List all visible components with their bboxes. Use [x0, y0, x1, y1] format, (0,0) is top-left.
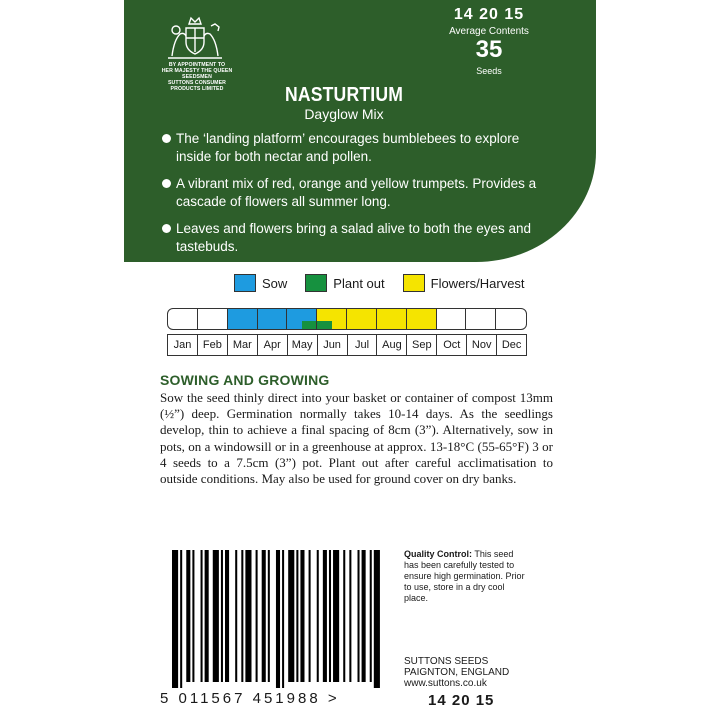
barcode-bar: [362, 550, 366, 682]
barcode-bar: [213, 550, 219, 682]
calendar-divider: [227, 309, 228, 330]
product-code: 14 20 15: [453, 6, 525, 23]
barcode-bar: [192, 550, 194, 682]
month-label: Sep: [407, 335, 437, 355]
average-contents-label: Average Contents: [449, 26, 529, 37]
legend-item-sow: Sow: [234, 274, 287, 292]
feature-list: [162, 130, 542, 265]
month-label: Jan: [168, 335, 198, 355]
month-label: Jul: [348, 335, 378, 355]
barcode-bar: [180, 550, 182, 688]
barcode-bar: [241, 550, 243, 682]
royal-warrant-text: BY APPOINTMENT TO HER MAJESTY THE QUEEN SEEDSMEN SUTTONS CONSUMER PRODUCTS LIMITED: [161, 62, 233, 92]
flowers-harvest-swatch: [403, 274, 425, 292]
calendar-divider: [346, 309, 347, 330]
month-label: Feb: [198, 335, 228, 355]
sowing-text: Sow the seed thinly direct into your basket or container of compost 13mm (½”) deep. Germination normally takes 10-14 days. As the seedlings develop, thin to achieve a final spacing of 8cm (3”). Alternatively, sow in pots, on a windowsill or in a greenhouse at approx. 13-18°C (55-65°F) 3 or 4 seeds to a 7.5cm (3”) pot. Plant out after careful acclimatisation to outside conditions. May also be used for ground cover on dry banks.: [160, 390, 553, 487]
barcode-bar: [276, 550, 280, 688]
barcode-bar: [235, 550, 237, 682]
barcode-digits: 5 011567 451988 >: [160, 690, 340, 707]
bullet-icon: [162, 224, 171, 233]
plant-out-band: [302, 321, 332, 330]
calendar-divider: [316, 309, 317, 330]
barcode-bar: [343, 550, 345, 682]
barcode-bar: [329, 550, 331, 682]
barcode-bar: [201, 550, 203, 682]
barcode-bar: [323, 550, 327, 682]
product-code-bottom: 14 20 15: [428, 692, 495, 709]
barcode-bar: [256, 550, 258, 682]
seed-packet-back: [124, 0, 596, 720]
barcode-bar: [225, 550, 229, 682]
seed-count: 35: [475, 36, 503, 63]
sowing-heading: SOWING AND GROWING: [160, 372, 330, 388]
barcode-bar: [309, 550, 311, 682]
barcode-bar: [186, 550, 190, 682]
calendar-legend: [234, 272, 543, 294]
barcode-bar: [288, 550, 294, 682]
feature-item: Leaves and flowers bring a salad alive to both the eyes and tastebuds.: [162, 220, 542, 256]
plant-out-swatch: [305, 274, 327, 292]
website-link[interactable]: www.suttons.co.uk: [404, 678, 487, 689]
quality-control-note: [404, 549, 529, 604]
barcode-bar: [221, 550, 223, 682]
month-label: Nov: [467, 335, 497, 355]
month-label: Oct: [437, 335, 467, 355]
barcode-bar: [374, 550, 380, 688]
feature-item: A vibrant mix of red, orange and yellow trumpets. Provides a cascade of flowers all summer long.: [162, 175, 542, 211]
barcode-bar: [268, 550, 270, 682]
company-address: SUTTONS SEEDS PAIGNTON, ENGLAND www.suttons.co.uk: [404, 656, 544, 689]
seeds-label: Seeds: [476, 66, 502, 76]
barcode-bar: [296, 550, 298, 682]
bullet-icon: [162, 179, 171, 188]
month-label: Dec: [501, 339, 522, 351]
calendar-bar: [167, 308, 527, 330]
month-label: Jun: [318, 335, 348, 355]
barcode-bar: [333, 550, 339, 682]
calendar-divider: [286, 309, 287, 330]
barcode-bar: [300, 550, 304, 682]
legend-item-flowers-harvest: Flowers/Harvest: [403, 274, 525, 292]
barcode-bar: [245, 550, 251, 682]
barcode-bar: [262, 550, 266, 682]
calendar-divider: [406, 309, 407, 330]
month-label: Apr: [258, 335, 288, 355]
calendar-divider: [465, 309, 466, 330]
month-label: Mar: [228, 335, 258, 355]
growing-calendar: [167, 308, 529, 356]
calendar-divider: [495, 309, 496, 330]
product-subtitle: Dayglow Mix: [304, 106, 384, 122]
calendar-divider: [257, 309, 258, 330]
feature-item: The ‘landing platform’ encourages bumblebees to explore inside for both nectar and pollen.: [162, 130, 542, 166]
calendar-months: [167, 334, 527, 356]
calendar-divider: [376, 309, 377, 330]
header-panel: [124, 0, 596, 262]
calendar-divider: [436, 309, 437, 330]
barcode-bar: [282, 550, 284, 688]
royal-crest-icon: [162, 10, 228, 62]
sow-swatch: [234, 274, 256, 292]
barcode-bar: [349, 550, 351, 682]
calendar-divider: [197, 309, 198, 330]
month-label: May: [288, 335, 318, 355]
barcode-bar: [317, 550, 319, 682]
barcode: [172, 550, 384, 688]
quality-control-text: This seed has been carefully tested to ensure high germination. Prior to use, store in a dry cool place.: [404, 549, 525, 603]
barcode-bar: [370, 550, 372, 682]
barcode-bar: [172, 550, 178, 688]
quality-control-label: Quality Control:: [404, 549, 472, 559]
barcode-bar: [358, 550, 360, 682]
legend-item-plant-out: Plant out: [305, 274, 384, 292]
month-label: Aug: [377, 335, 407, 355]
product-title: NASTURTIUM: [284, 84, 404, 106]
bullet-icon: [162, 134, 171, 143]
barcode-bar: [205, 550, 209, 682]
